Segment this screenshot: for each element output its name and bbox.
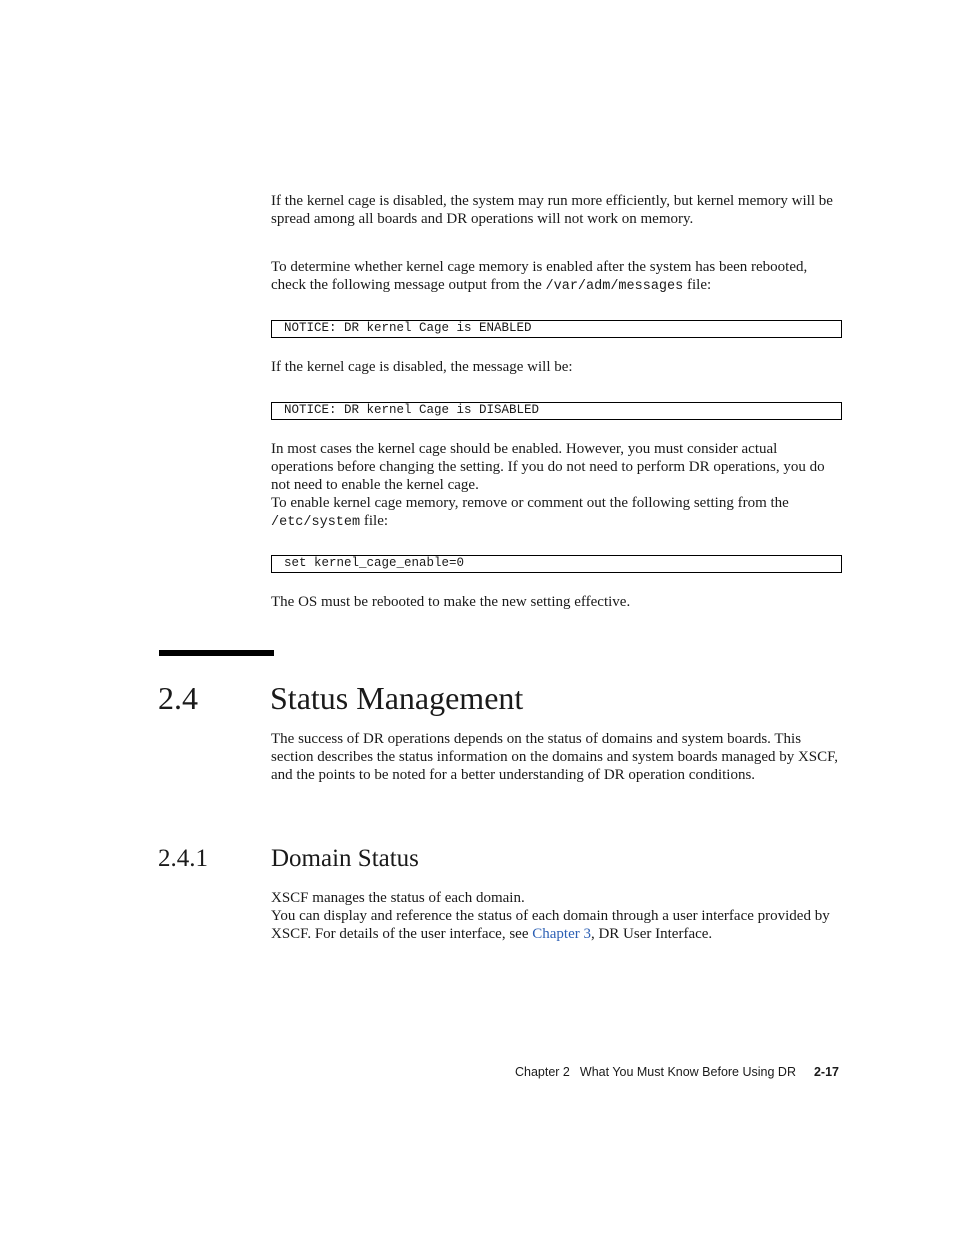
paragraph-text: You can display and reference the status of each domain through a user interface provided by XSCF. For details of the user interface, see [271,908,830,942]
paragraph-text: In most cases the kernel cage should be enabled. However, you must consider actual operations before changing the setting. If you do not need to perform DR operations, you do not need to enable the kernel cage. [271,441,825,493]
paragraph-text: XSCF manages the status of each domain. [271,890,525,906]
subsection-title: Domain Status [271,845,419,872]
most-cases-paragraph [271,440,841,532]
domain-status-paragraph [271,889,841,943]
chapter-3-link[interactable]: Chapter 3 [532,926,591,942]
paragraph-text: To enable kernel cage memory, remove or comment out the following setting from the [271,495,789,511]
code-block-disabled: NOTICE: DR kernel Cage is DISABLED [271,402,842,420]
system-file-path: /etc/system [271,515,361,530]
footer-chapter-title: What You Must Know Before Using DR [579,1065,796,1079]
page-number: 2-17 [813,1065,839,1079]
paragraph-text: To determine whether kernel cage memory is enabled after the system has been rebooted, check the following message output from the [271,259,808,293]
subsection-number: 2.4.1 [158,845,208,872]
disabled-message-paragraph [271,358,841,376]
paragraph-text: file: [360,513,389,529]
section-title: Status Management [270,680,524,716]
footer-chapter: Chapter 2 [514,1065,570,1079]
code-block-enabled: NOTICE: DR kernel Cage is ENABLED [271,320,842,338]
code-block-set-kernel-cage: set kernel_cage_enable=0 [271,555,842,573]
determine-cage-paragraph [271,258,841,296]
status-management-paragraph [271,730,841,784]
page-footer [515,1064,839,1080]
messages-file-path: /var/adm/messages [545,279,684,294]
paragraph-text: file: [683,277,712,293]
paragraph-text: The success of DR operations depends on the status of domains and system boards. This section describes the status information on the domains and system boards managed by XSCF, and the points to be noted for a better understanding of DR operation conditions. [271,731,839,783]
kernel-cage-disabled-paragraph [271,192,841,228]
section-number: 2.4 [158,680,198,716]
paragraph-text: If the kernel cage is disabled, the system may run more efficiently, but kernel memory will be spread among all boards and DR operations will not work on memory. [271,193,833,227]
paragraph-text: The OS must be rebooted to make the new setting effective. [271,594,631,610]
paragraph-text: If the kernel cage is disabled, the message will be: [271,359,573,375]
section-rule [159,650,274,656]
reboot-paragraph [271,593,841,611]
paragraph-text: , DR User Interface. [590,926,713,942]
